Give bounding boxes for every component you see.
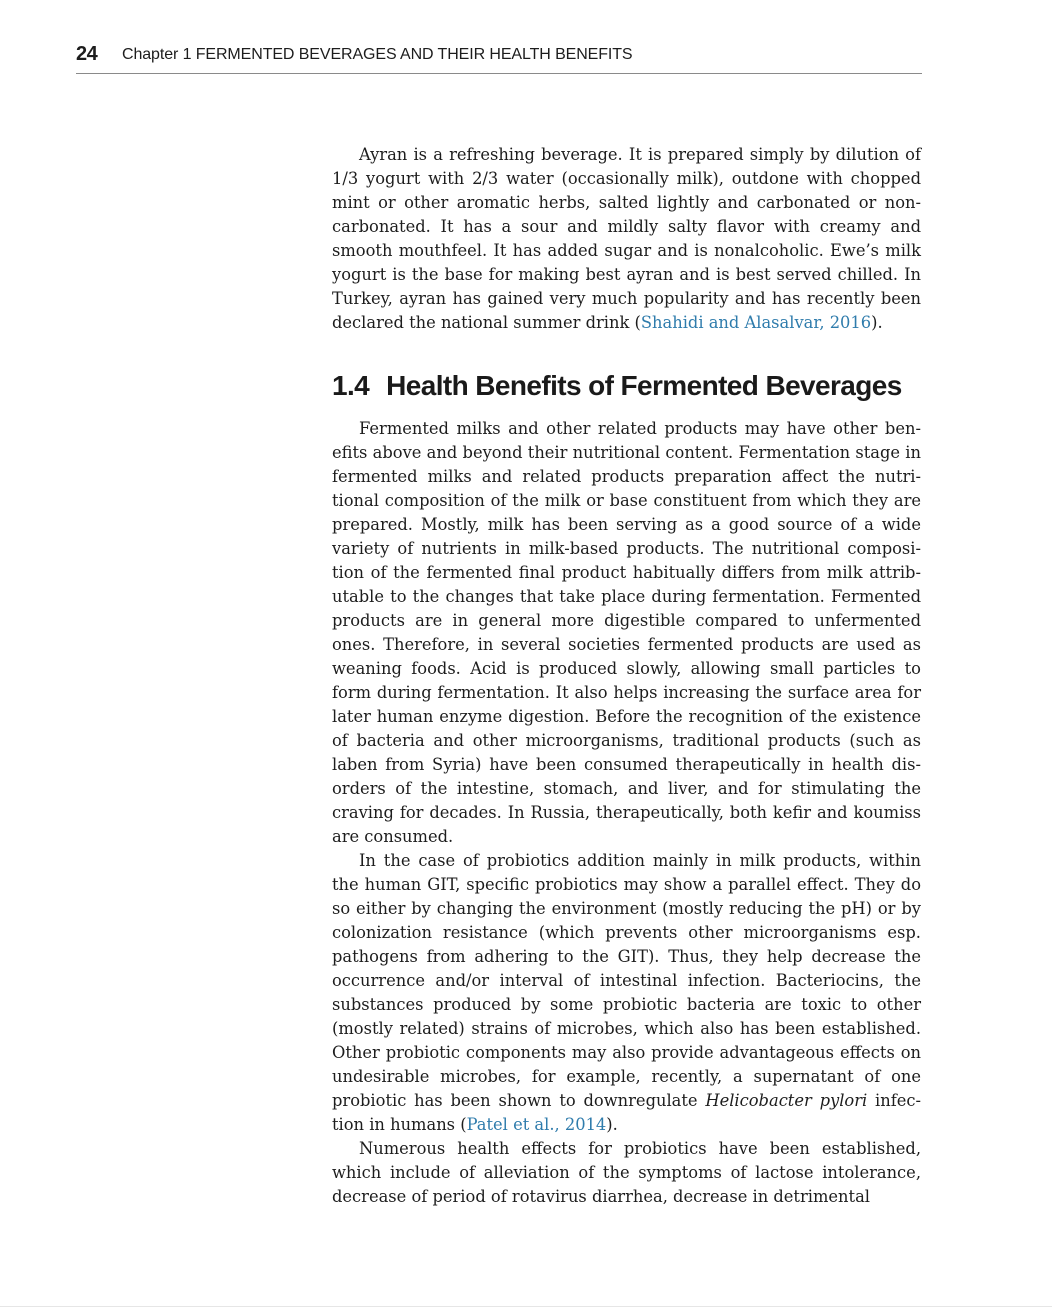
- citation-link-shahidi[interactable]: Shahidi and Alasalvar, 2016: [640, 313, 872, 332]
- page-bottom-divider: [0, 1306, 1052, 1307]
- section-heading: [332, 366, 932, 406]
- section-title: Health Benefits of Fermented Beverages: [386, 370, 902, 401]
- citation-link-patel[interactable]: Patel et al., 2014: [466, 1115, 607, 1134]
- chapter-title: [122, 46, 633, 64]
- ayran-text-block: [332, 143, 921, 335]
- body-paragraph-2: In the case of probiotics addition mainly in milk products, within the human GIT, specific probiotics may show a parallel effect. They do so either by changing the environment (mostly reducing the pH) or by colonization resistance (which prevents other microorganisms esp. pathogens from adhering to the GIT). Thus, they help decrease the occurrence and/or interval of intestinal infection. Bacteriocins, the substances produced by some probiotic bacteria are toxic to other (mostly related) strains of microbes, which also has been established. Other probiotic components may also provide advantageous effects on undesirable microbes, for example, recently, a supernatant of one probiotic has been shown to downregulate Helicobacter pylori infection in humans (Patel et al., 2014).: [332, 851, 922, 1134]
- chapter-name: FERMENTED BEVERAGES AND THEIR HEALTH BENEFITS: [195, 46, 633, 63]
- page-number: 24: [76, 43, 98, 65]
- chapter-prefix: Chapter 1: [122, 46, 192, 63]
- section-number: 1.4: [332, 370, 370, 401]
- ayran-paragraph: Ayran is a refreshing beverage. It is prepared simply by dilution of 1/3 yogurt with 2/3 water (occasionally milk), outdone with chopped mint or other aromatic herbs, salted lightly and carbonated or non-carbonated. It has a sour and mildly salty flavor with creamy and smooth mouthfeel. It has added sugar and is nonalcoholic. Ewe’s milk yogurt is the base for making best ayran and is best served chilled. In Turkey, ayran has gained very much popularity and has recently been declared the national summer drink (Shahidi and Alasalvar, 2016).: [332, 145, 921, 332]
- health-benefits-body: [332, 417, 921, 1209]
- body-paragraph-1: Fermented milks and other related products may have other benefits above and beyond their nutritional content. Fermentation stage in fermented milks and related products preparation affect the nutritional composition of the milk or base constituent from which they are prepared. Mostly, milk has been serving as a good source of a wide variety of nutrients in milk-based products. The nutritional composition of the fermented final product habitually differs from milk attributable to the changes that take place during fermentation. Fermented products are in general more digestible compared to unfermented ones. Therefore, in several societies fermented products are used as weaning foods. Acid is produced slowly, allowing small particles to form during fermentation. It also helps increasing the surface area for later human enzyme digestion. Before the recognition of the existence of bacteria and other microorganisms, traditional products (such as laben from Syria) have been consumed therapeutically in health disorders of the intestine, stomach, and liver, and for stimulating the craving for decades. In Russia, therapeutically, both kefir and koumiss are consumed.: [332, 419, 921, 846]
- running-head: [76, 42, 922, 74]
- species-name: Helicobacter pylori: [705, 1091, 868, 1110]
- body-paragraph-3: Numerous health effects for probiotics have been established, which include of alleviation of the symptoms of lactose intolerance, decrease of period of rotavirus diarrhea, decrease in detrimental: [332, 1139, 921, 1206]
